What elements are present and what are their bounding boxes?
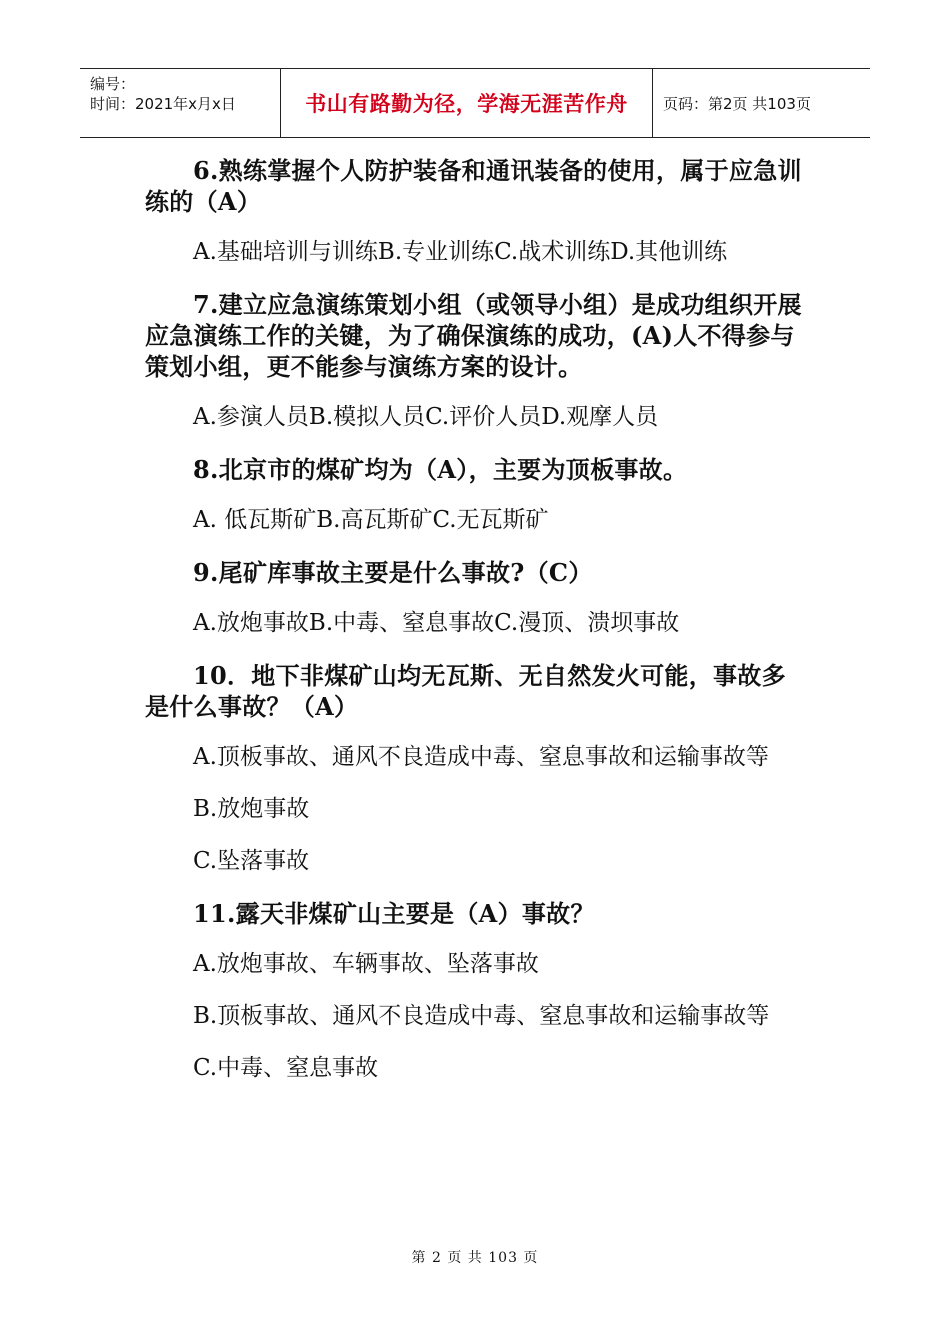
question-9: 9.尾矿库事故主要是什么事故?（C）: [193, 558, 593, 587]
page-footer: 第 2 页 共 103 页: [411, 1250, 539, 1266]
document-number-label: 编号：: [90, 75, 136, 93]
question-7: 7.建立应急演练策划小组（或领导小组）是成功组织开展应急演练工作的关键，为了确保演练的成功，(A)人不得参与策划小组，更不能参与演练方案的设计。: [145, 290, 802, 381]
question-11-option-b: B.顶板事故、通风不良造成中毒、窒息事故和运输事故等: [193, 1003, 770, 1029]
header-info-cell: [80, 69, 281, 137]
question-11-option-a: A.放炮事故、车辆事故、坠落事故: [193, 951, 539, 977]
question-8: 8.北京市的煤矿均为（A），主要为顶板事故。: [193, 455, 688, 484]
document-time-label: 时间：2021年x月x日: [90, 95, 236, 113]
question-10: 10．地下非煤矿山均无瓦斯、无自然发火可能，事故多是什么事故？（A）: [145, 661, 786, 721]
question-11-option-c: C.中毒、窒息事故: [193, 1055, 379, 1081]
header-motto-cell: [281, 69, 653, 137]
header-page-cell: [653, 69, 870, 137]
question-6-options: A.基础培训与训练B.专业训练C.战术训练D.其他训练: [193, 239, 728, 265]
question-10-option-b: B.放炮事故: [193, 796, 310, 822]
document-body: [145, 155, 807, 1105]
question-10-option-c: C.坠落事故: [193, 848, 310, 874]
question-8-options: A. 低瓦斯矿B.高瓦斯矿C.无瓦斯矿: [193, 507, 549, 533]
document-header: [80, 68, 870, 138]
question-7-options: A.参演人员B.模拟人员C.评价人员D.观摩人员: [193, 404, 659, 430]
header-page-info: 页码：第2页 共103页: [663, 94, 811, 113]
question-10-option-a: A.顶板事故、通风不良造成中毒、窒息事故和运输事故等: [193, 744, 769, 770]
question-11: 11.露天非煤矿山主要是（A）事故？: [193, 899, 595, 928]
header-motto: 书山有路勤为径，学海无涯苦作舟: [305, 92, 628, 116]
question-9-options: A.放炮事故B.中毒、窒息事故C.漫顶、溃坝事故: [193, 610, 680, 636]
question-6: 6.熟练掌握个人防护装备和通讯装备的使用，属于应急训练的（A）: [145, 156, 802, 216]
